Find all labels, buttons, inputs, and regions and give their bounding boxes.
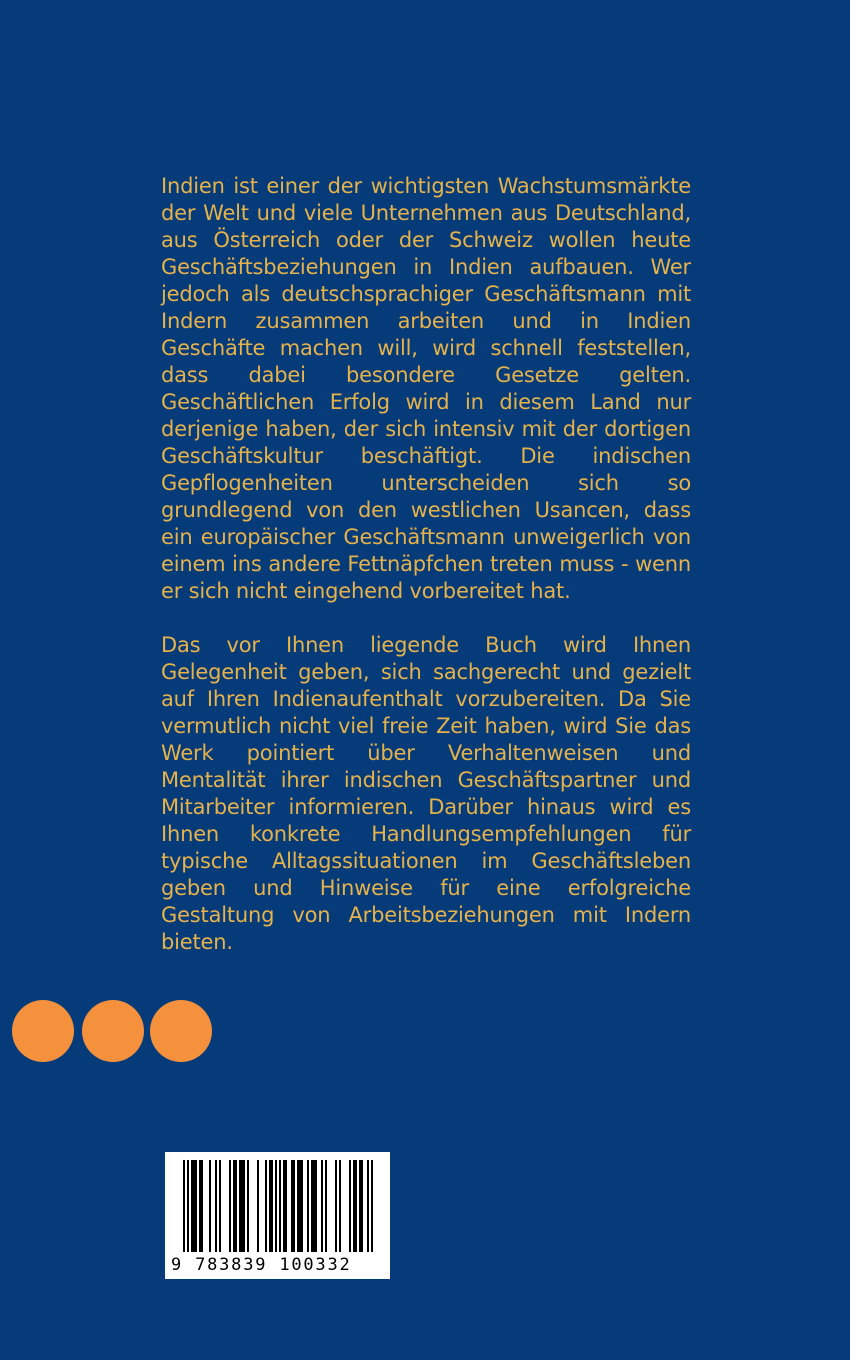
barcode-bar bbox=[215, 1160, 217, 1252]
barcode-bar bbox=[371, 1160, 373, 1252]
barcode-bar bbox=[247, 1160, 249, 1252]
decorative-dots bbox=[12, 1000, 217, 1064]
barcode-bar bbox=[335, 1160, 337, 1252]
barcode-bar bbox=[301, 1160, 303, 1252]
barcode-bar bbox=[307, 1160, 309, 1252]
barcode-bar bbox=[359, 1160, 361, 1252]
barcode-bar bbox=[193, 1160, 195, 1252]
barcode-bar bbox=[355, 1160, 357, 1252]
barcode-bar bbox=[257, 1160, 259, 1252]
barcode-bar bbox=[279, 1160, 281, 1252]
barcode-bar bbox=[241, 1160, 243, 1252]
barcode-bar bbox=[315, 1160, 317, 1252]
barcode-bar bbox=[265, 1160, 267, 1252]
barcode-bar bbox=[187, 1160, 189, 1252]
barcode-bar bbox=[325, 1160, 327, 1252]
barcode-bar bbox=[199, 1160, 201, 1252]
blurb-paragraph-1: Indien ist einer der wichtigsten Wachstumsmärkte der Welt und viele Unternehmen aus Deutschland, aus Österreich oder der Schweiz wollen heute Geschäftsbeziehungen in Indien aufbauen. Wer jedoch als deutschsprachiger Geschäftsmann mit Indern zusammen arbeiten und in Indien Geschäfte machen will, wird schnell feststellen, dass dabei besondere Gesetze gelten. Geschäftlichen Erfolg wird in diesem Land nur derjenige haben, der sich intensiv mit der dortigen Geschäftskultur beschäftigt. Die indischen Gepflogenheiten unterscheiden sich so grundlegend von den westlichen Usancen, dass ein europäischer Geschäftsmann unweigerlich von einem ins andere Fettnäpfchen treten muss - wenn er sich nicht eingehend vorbereitet hat. bbox=[161, 174, 691, 603]
barcode-bar bbox=[297, 1160, 299, 1252]
barcode-bar bbox=[275, 1160, 277, 1252]
barcode-bar bbox=[243, 1160, 245, 1252]
barcode-bar bbox=[285, 1160, 287, 1252]
barcode-bar bbox=[219, 1160, 221, 1252]
isbn-digits: 9 783839 100332 bbox=[171, 1255, 352, 1275]
barcode-bar bbox=[271, 1160, 273, 1252]
barcode-bar bbox=[209, 1160, 211, 1252]
orange-dot bbox=[12, 1000, 74, 1062]
orange-dot bbox=[150, 1000, 212, 1062]
barcode-bar bbox=[191, 1160, 193, 1252]
barcode-bar bbox=[339, 1160, 341, 1252]
barcode-bar bbox=[311, 1160, 313, 1252]
barcode-bar bbox=[183, 1160, 185, 1252]
barcode-bar bbox=[283, 1160, 285, 1252]
barcode-bar bbox=[361, 1160, 363, 1252]
barcode-bar bbox=[321, 1160, 323, 1252]
barcode-bar bbox=[235, 1160, 237, 1252]
barcode-bar bbox=[293, 1160, 295, 1252]
blurb-text bbox=[161, 173, 691, 956]
barcode-bar bbox=[233, 1160, 235, 1252]
barcode-bar bbox=[269, 1160, 271, 1252]
isbn-barcode bbox=[165, 1152, 390, 1279]
barcode-bar bbox=[291, 1160, 293, 1252]
blurb-paragraph-2: Das vor Ihnen liegende Buch wird Ihnen Gelegenheit geben, sich sachgerecht und gezielt auf Ihren Indienaufenthalt vorzubereiten. Da Sie vermutlich nicht viel freie Zeit haben, wird Sie das Werk pointiert über Verhaltenweisen und Mentalität ihrer indischen Geschäftspartner und Mitarbeiter informieren. Darüber hinaus wird es Ihnen konkrete Handlungsempfehlungen für typische Alltagssituationen im Geschäftsleben geben und Hinweise für eine erfolgreiche Gestaltung von Arbeitsbeziehungen mit Indern bieten. bbox=[161, 633, 691, 954]
barcode-bar bbox=[195, 1160, 197, 1252]
barcode-bar bbox=[313, 1160, 315, 1252]
barcode-bar bbox=[201, 1160, 203, 1252]
barcode-bar bbox=[299, 1160, 301, 1252]
orange-dot bbox=[82, 1000, 144, 1062]
barcode-bar bbox=[349, 1160, 351, 1252]
barcode-bar bbox=[239, 1160, 241, 1252]
barcode-bar bbox=[353, 1160, 355, 1252]
barcode-bar bbox=[367, 1160, 369, 1252]
barcode-bar bbox=[229, 1160, 231, 1252]
